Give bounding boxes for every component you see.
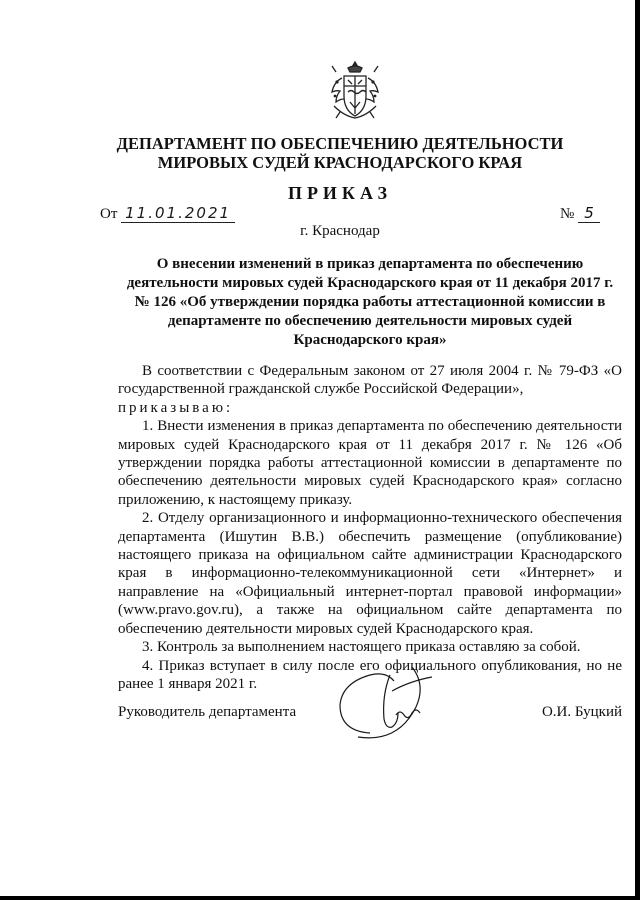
order-body bbox=[118, 362, 622, 693]
order-date bbox=[100, 204, 235, 223]
subject-line: департаменте по обеспечению деятельности мировых судей bbox=[167, 313, 573, 329]
date-label: От bbox=[100, 206, 118, 222]
department-title-line: ДЕПАРТАМЕНТ ПО ОБЕСПЕЧЕНИЮ ДЕЯТЕЛЬНОСТИ bbox=[116, 134, 564, 153]
subject-line: № 126 «Об утверждении порядка работы аттестационной комиссии в bbox=[134, 294, 606, 310]
number-value: 5 bbox=[578, 204, 600, 223]
order-subject bbox=[118, 255, 622, 350]
order-item-1: 1. Внести изменения в приказ департамента по обеспечению деятельности мировых судей Краснодарского края от 11 декабря 2017 г. № 126 «Об утверждении порядка работы аттестационной комиссии в департаменте по обеспечению деятельности мировых судей Краснодарского края» согласно приложению, к настоящему приказу. bbox=[118, 418, 622, 508]
subject-line: О внесении изменений в приказ департамента по обеспечению bbox=[156, 256, 584, 272]
signatory-role: Руководитель департамента bbox=[118, 704, 297, 720]
order-item-4: 4. Приказ вступает в силу после его официального опубликования, но не ранее 1 января 2021 г. bbox=[118, 657, 622, 692]
city: г. Краснодар bbox=[300, 223, 380, 239]
handwritten-signature bbox=[330, 655, 440, 745]
signatory-name: О.И. Буцкий bbox=[541, 704, 622, 720]
order-item-3: 3. Контроль за выполнением настоящего приказа оставляю за собой. bbox=[142, 639, 581, 656]
preamble: В соответствии с Федеральным законом от 27 июля 2004 г. № 79-ФЗ «О государственной гражданской службе Российской Федерации», bbox=[118, 363, 622, 398]
date-value: 11.01.2021 bbox=[121, 204, 235, 223]
coat-of-arms-icon bbox=[326, 60, 384, 122]
number-label: № bbox=[560, 206, 575, 222]
order-title: ПРИКАЗ bbox=[287, 183, 393, 203]
subject-line: Краснодарского края» bbox=[293, 332, 447, 348]
order-item-2: 2. Отделу организационного и информационно-технического обеспечения департамента (Ишутин В.В.) обеспечить размещение (опубликование) настоящего приказа на официальном сайте администрации Краснодарского края в информационно-телекоммуникационной сети «Интернет» и направление на «Официальный интернет-портал правовой информации» (www.pravo.gov.ru), а также на официальном сайте департамента по обеспечению деятельности мировых судей Краснодарского края. bbox=[118, 510, 622, 637]
department-title bbox=[40, 134, 640, 172]
subject-line: деятельности мировых судей Краснодарского края от 11 декабря 2017 г. bbox=[126, 275, 614, 291]
department-title-line: МИРОВЫХ СУДЕЙ КРАСНОДАРСКОГО КРАЯ bbox=[157, 153, 523, 172]
scan-border-bottom bbox=[0, 896, 640, 900]
order-number bbox=[560, 204, 600, 223]
order-word: приказываю: bbox=[118, 399, 234, 416]
